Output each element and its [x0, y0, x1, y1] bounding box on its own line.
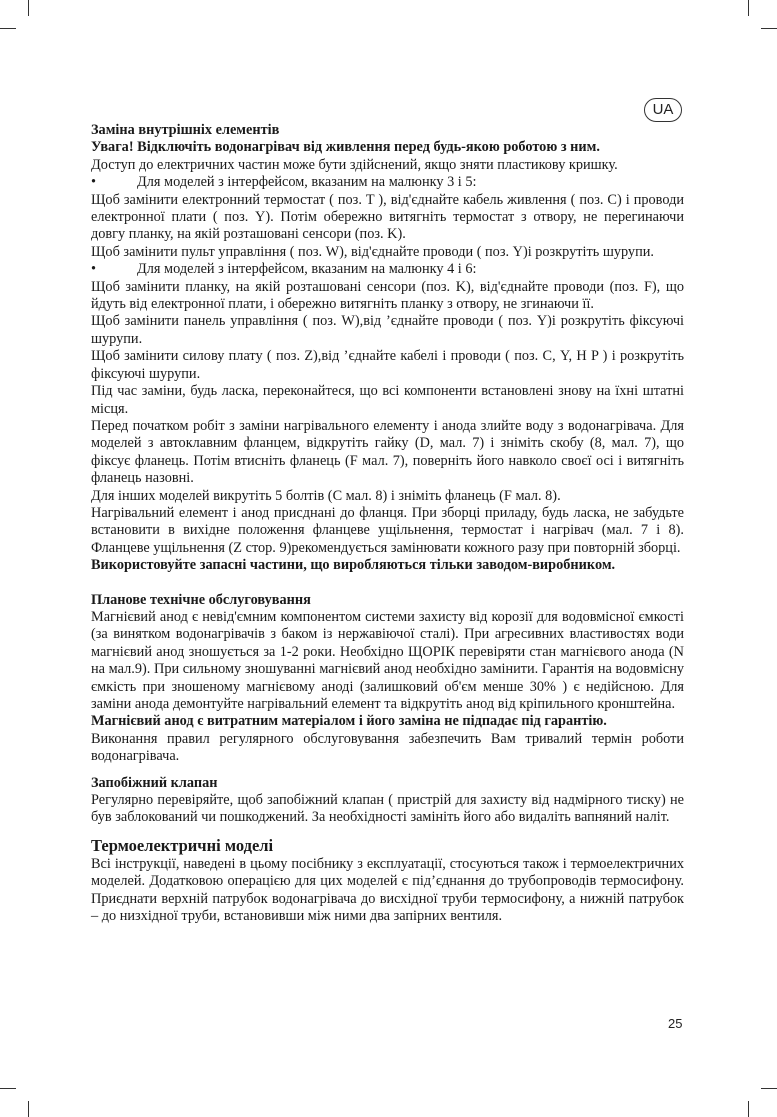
crop-mark [761, 28, 777, 29]
paragraph: Доступ до електричних частин може бути здійснений, якщо зняти пластикову кришку. [91, 156, 618, 173]
paragraph: Щоб замінити пульт управління ( поз. W), від'єднайте проводи ( поз. Y)і розкрутіть шурупи. [91, 243, 654, 260]
section-title: Запобіжний клапан [91, 774, 218, 791]
paragraph: Під час заміни, будь ласка, переконайтеся, що всі компоненти встановлені знову на їхні штатні місця. [91, 383, 684, 417]
crop-mark [761, 1088, 777, 1089]
paragraph: Нагрівальний елемент і анод присднані до фланця. При зборці приладу, будь ласка, не забудьте встановити в вихідне положення фланцеве ущільнення, термостат і нагрівач (мал. 7 і 8). Фланцеве ущільнення (Z стор. 9)рекомендується замінювати кожного разу при повторній зборці. [91, 504, 684, 556]
crop-mark [28, 1101, 29, 1117]
paragraph: Щоб замінити панель управління ( поз. W),від ’єднайте проводи ( поз. Y)і розкрутіть фіксуючі шурупи. [91, 313, 684, 347]
page-content [91, 122, 684, 925]
notice-text: Магнієвий анод є витратним матеріалом і його заміна не підпадає під гарантію. [91, 713, 607, 730]
section-heading: Термоелектричні моделі [91, 835, 274, 855]
bullet-text: Для моделей з інтерфейсом, вказаним на малюнку 3 і 5: [137, 174, 477, 191]
paragraph: Регулярно перевіряйте, щоб запобіжний клапан ( пристрій для захисту від надмірного тиску) не був заблокований чи пошкоджений. За необхідності замініть його або видаліть вапняний наліт. [91, 792, 684, 826]
section-title: Планове технічне обслуговування [91, 591, 311, 608]
notice-text: Використовуйте запасні частини, що виробляються тільки заводом-виробником. [91, 557, 616, 574]
paragraph: Виконання правил регулярного обслуговування забезпечить Вам тривалий термін роботи водонагрівача. [91, 730, 684, 765]
warning-text: Увага! Відключіть водонагрівач від живлення перед будь-якою роботою з ним. [91, 139, 600, 156]
crop-mark [28, 0, 29, 16]
paragraph: Щоб замінити планку, на якій розташовані сенсори (поз. K), від'єднайте проводи (поз. F), що йдуть від електронної плати, і обережно витягніть планку з отвору, не згинаючи її. [91, 278, 684, 313]
bullet-item [91, 261, 684, 278]
language-badge: UA [644, 98, 682, 122]
section-title: Заміна внутрішніх елементів [91, 122, 280, 138]
bullet-mark: • [91, 174, 97, 191]
paragraph: Магнієвий анод є невід'ємним компонентом системи захисту від корозії для водовмісної ємкості (за винятком водонагрівачів з баком із нержавіючої сталі). При агресивних властивостях води магнієвий анод зношується за 1-2 роки. Необхідно ЩОРІК перевіряти стан магнієвого анода (N на мал.9). При сильному зношуванні магнієвий анод необхідно замінити. Гарантія на водовмісну ємкість при зношеному магнієвому аноді (залишковий об'єм менше 30% ) є недійсною. Для заміни анода демонтуйте нагрівальний елемент та відкрутіть анод від кріпильного кронштейна. [91, 608, 684, 712]
bullet-item [91, 174, 684, 191]
bullet-text: Для моделей з інтерфейсом, вказаним на малюнку 4 і 6: [137, 261, 477, 278]
page-number: 25 [668, 1016, 683, 1031]
crop-mark [0, 28, 16, 29]
paragraph: Для інших моделей викрутіть 5 болтів (C мал. 8) і зніміть фланець (F мал. 8). [91, 487, 561, 504]
crop-mark [748, 0, 749, 16]
paragraph: Всі інструкції, наведені в цьому посібнику з експлуатації, стосуються також і термоелектричних моделей. Додатковою операцією для цих моделей є під’єднання до трубопроводів термосифону. Приєднати верхній патрубок водонагрівача до висхідної труби термосифону, а нижній патрубок – до низхідної труби, встановивши між ними два запірних вентиля. [91, 855, 684, 925]
crop-mark [748, 1101, 749, 1117]
bullet-mark: • [91, 261, 97, 278]
paragraph: Щоб замінити силову плату ( поз. Z),від ’єднайте кабелі і проводи ( поз. С, Y, H P ) і розкрутіть фіксуючі шурупи. [91, 348, 684, 382]
paragraph: Щоб замінити електронний термостат ( поз. T ), від'єднайте кабель живлення ( поз. С) і проводи електронної плати ( поз. Y). Потім обережно витягніть термостат з отвору, не перегинаючи довгу планку, на якій розташовані сенсори (поз. K). [91, 191, 684, 243]
paragraph: Перед початком робіт з заміни нагрівального елементу і анода злийте воду з водонагрівача. Для моделей з автоклавним фланцем, відкрутіть гайку (D, мал. 7) і зніміть скобу (8, мал. 7), що фіксує фланець. Потім втисніть фланець (F мал. 7), поверніть його навколо своєї осі і витягніть фланець назовні. [91, 417, 684, 487]
crop-mark [0, 1088, 16, 1089]
